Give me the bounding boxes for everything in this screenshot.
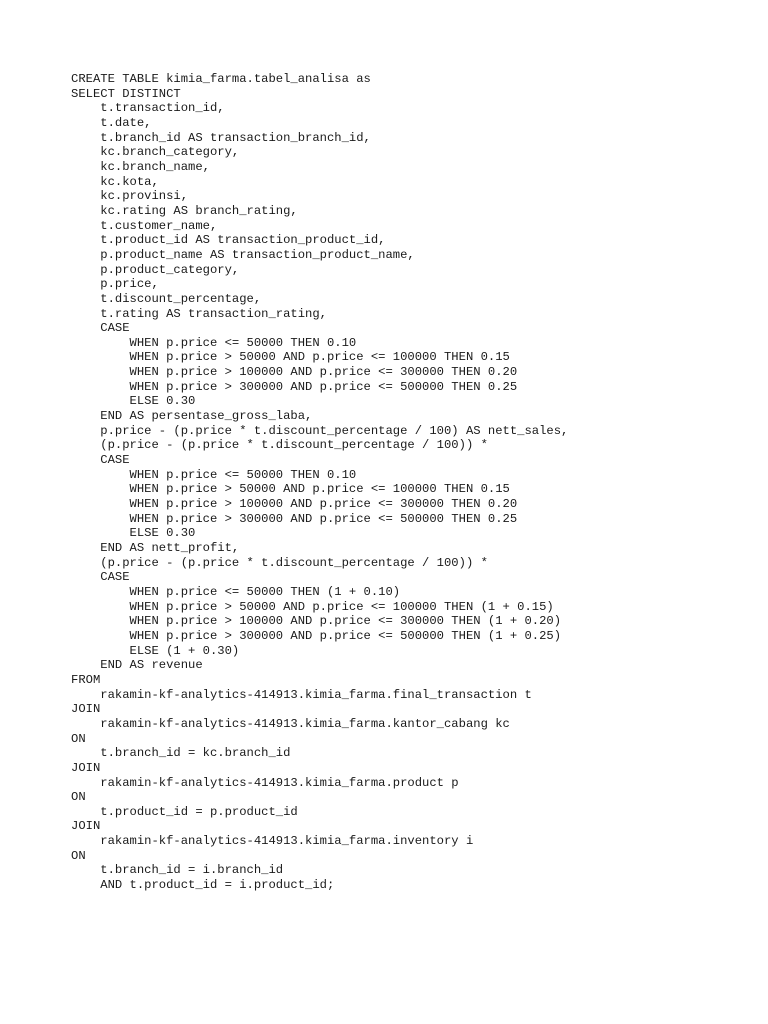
code-line: t.rating AS transaction_rating,	[71, 306, 327, 321]
code-line: kc.kota,	[71, 174, 159, 189]
code-line: (p.price - (p.price * t.discount_percentage / 100)) *	[71, 438, 488, 453]
code-line: WHEN p.price > 50000 AND p.price <= 100000 THEN 0.15	[71, 350, 510, 365]
code-line: rakamin-kf-analytics-414913.kimia_farma.final_transaction t	[71, 687, 532, 702]
code-line: WHEN p.price > 50000 AND p.price <= 100000 THEN 0.15	[71, 482, 510, 497]
code-line: AND t.product_id = i.product_id;	[71, 878, 335, 893]
code-line: END AS revenue	[71, 658, 203, 673]
code-line: kc.branch_category,	[71, 145, 240, 160]
code-line: WHEN p.price > 100000 AND p.price <= 300000 THEN 0.20	[71, 497, 518, 512]
code-line: t.branch_id = kc.branch_id	[71, 746, 291, 761]
code-line: END AS nett_profit,	[71, 541, 240, 555]
code-line: JOIN	[71, 760, 101, 775]
code-line: CASE	[71, 570, 130, 585]
code-line: WHEN p.price > 300000 AND p.price <= 500000 THEN 0.25	[71, 379, 518, 394]
code-line: rakamin-kf-analytics-414913.kimia_farma.inventory i	[71, 834, 474, 849]
code-line: p.price,	[71, 277, 159, 292]
code-line: ON	[71, 731, 86, 746]
code-line: WHEN p.price > 300000 AND p.price <= 500000 THEN (1 + 0.25)	[71, 628, 562, 643]
code-line: JOIN	[71, 702, 101, 717]
code-line: CASE	[71, 453, 130, 468]
code-line: ELSE 0.30	[71, 394, 196, 409]
code-line: t.product_id = p.product_id	[71, 804, 298, 819]
code-line: rakamin-kf-analytics-414913.kimia_farma.kantor_cabang kc	[71, 716, 510, 731]
code-line: ELSE 0.30	[71, 526, 196, 541]
code-line: ON	[71, 848, 86, 863]
code-line: t.branch_id = i.branch_id	[71, 863, 284, 878]
code-line: t.customer_name,	[71, 218, 218, 233]
code-line: WHEN p.price > 100000 AND p.price <= 300000 THEN (1 + 0.20)	[71, 614, 562, 629]
code-line: FROM	[71, 672, 101, 687]
code-line: p.product_name AS transaction_product_name,	[71, 247, 415, 262]
code-line: END AS persentase_gross_laba,	[71, 409, 313, 424]
code-line: t.product_id AS transaction_product_id,	[71, 233, 386, 248]
code-line: kc.provinsi,	[71, 189, 189, 204]
code-line: WHEN p.price <= 50000 THEN (1 + 0.10)	[71, 584, 401, 599]
code-line: t.transaction_id,	[71, 101, 225, 116]
code-line: WHEN p.price <= 50000 THEN 0.10	[71, 335, 357, 350]
code-line: p.price - (p.price * t.discount_percentage / 100) AS nett_sales,	[71, 423, 569, 438]
code-line: kc.branch_name,	[71, 159, 210, 174]
code-line: rakamin-kf-analytics-414913.kimia_farma.product p	[71, 775, 459, 790]
code-line: t.branch_id AS transaction_branch_id,	[71, 130, 371, 145]
code-line: ON	[71, 790, 86, 805]
code-line: kc.rating AS branch_rating,	[71, 203, 298, 218]
code-line: WHEN p.price <= 50000 THEN 0.10	[71, 467, 357, 482]
code-line: p.product_category,	[71, 262, 240, 277]
code-line: CREATE TABLE kimia_farma.tabel_analisa as	[71, 72, 371, 86]
code-line: (p.price - (p.price * t.discount_percentage / 100)) *	[71, 555, 488, 570]
code-line: t.discount_percentage,	[71, 291, 262, 306]
code-line: WHEN p.price > 300000 AND p.price <= 500000 THEN 0.25	[71, 511, 518, 526]
code-line: WHEN p.price > 100000 AND p.price <= 300000 THEN 0.20	[71, 365, 518, 380]
code-line: WHEN p.price > 50000 AND p.price <= 100000 THEN (1 + 0.15)	[71, 599, 554, 614]
code-line: SELECT DISTINCT	[71, 86, 181, 101]
sql-code-block	[71, 72, 568, 893]
code-line: t.date,	[71, 115, 152, 130]
code-line: CASE	[71, 321, 130, 336]
code-line: ELSE (1 + 0.30)	[71, 643, 240, 658]
code-line: JOIN	[71, 819, 101, 834]
